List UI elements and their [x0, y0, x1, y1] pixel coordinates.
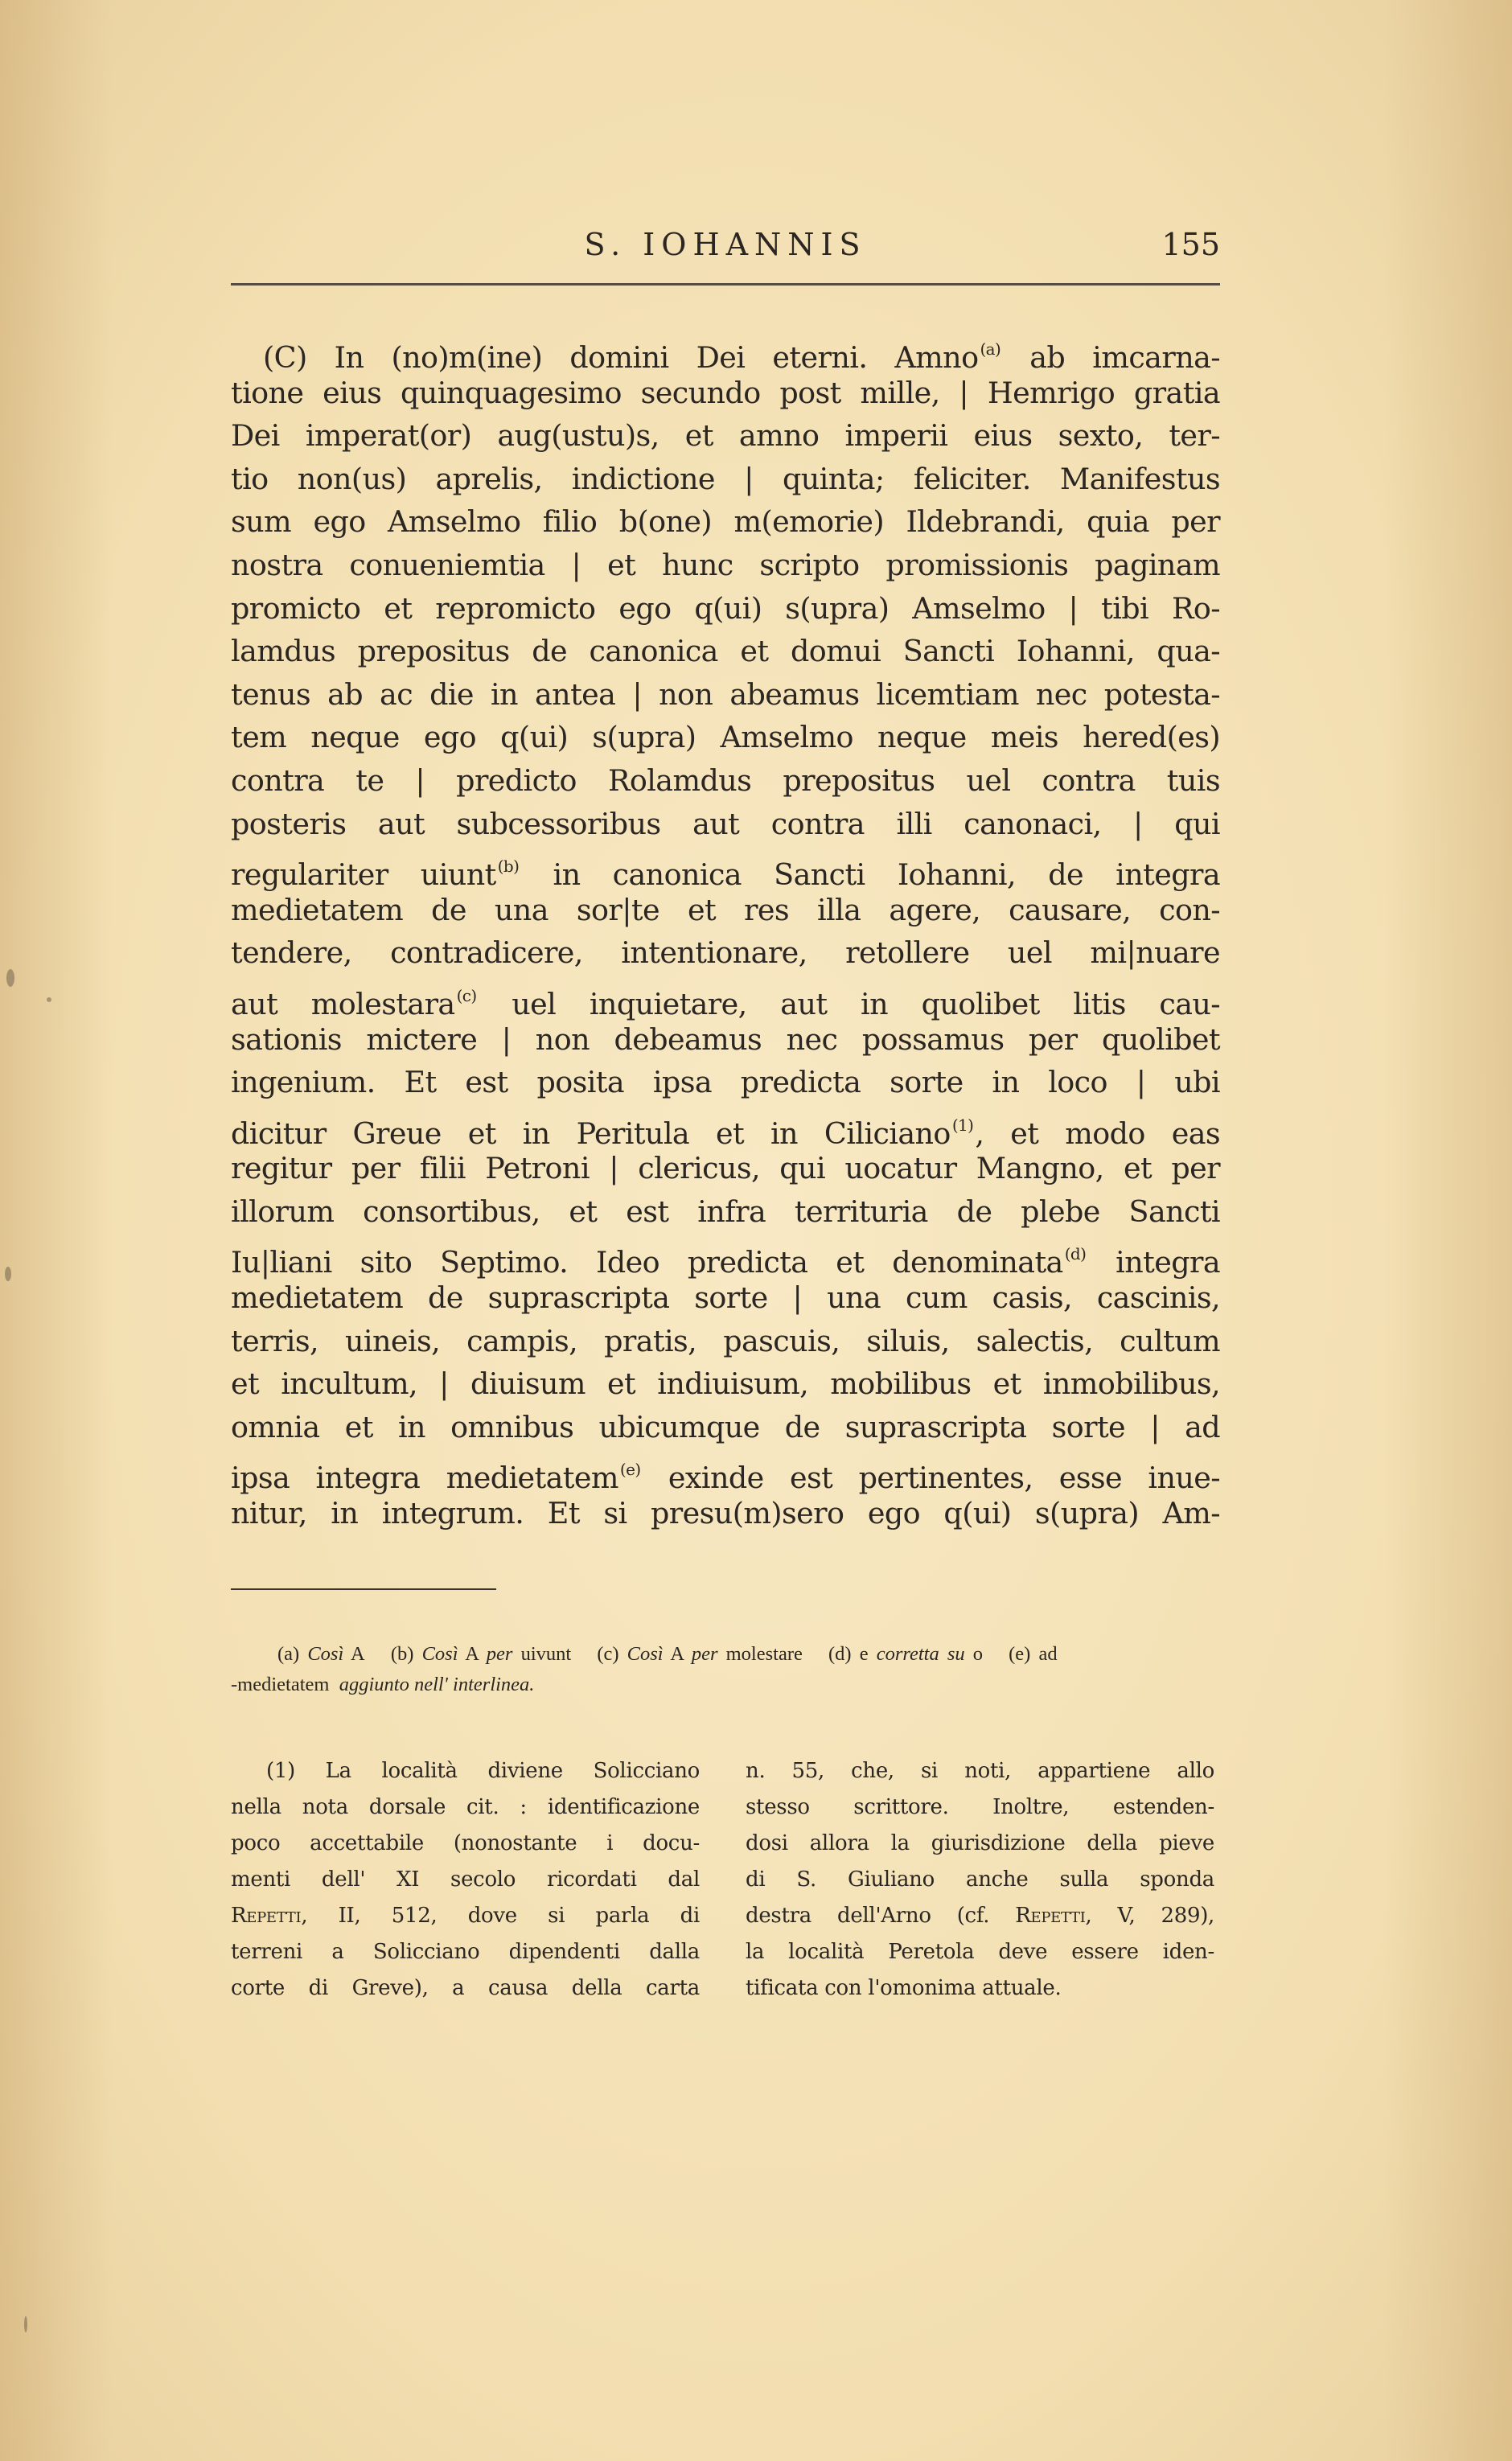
- text-line: tio non(us) aprelis, indictione | quinta; feliciter. Manifestus: [231, 461, 1220, 496]
- text-line: lamdus prepositus de canonica et domui Sancti Iohanni, qua-: [231, 634, 1220, 669]
- text-line: terris, uineis, campis, pratis, pascuis, siluis, salectis, cultum: [231, 1323, 1220, 1358]
- apparatus-note-c: (c) Così A per molestare: [597, 1643, 803, 1665]
- author-smallcaps: Repetti: [1015, 1904, 1086, 1928]
- text-line: medietatem de una sor|te et res illa agere, causare, con-: [231, 892, 1220, 927]
- apparatus-note-a: (a) Così A: [277, 1643, 365, 1665]
- apparatus-note-e: (e) ad: [1009, 1643, 1058, 1665]
- footnote-mark: (b): [497, 857, 520, 877]
- header-rule: [231, 283, 1220, 286]
- text-line: Dei imperat(or) aug(ustu)s, et amno imperii eius sexto, ter-: [231, 418, 1220, 454]
- text-line: aut molestara $^{(c)}$ uel inquietare, aut in quolibet litis cau-: [231, 985, 1220, 1021]
- note-line: poco accettabile (nonostante i docu-: [231, 1831, 700, 1855]
- text-line: regitur per filii Petroni | clericus, qui uocatur Mangno, et per: [231, 1151, 1220, 1186]
- text-line: posteris aut subcessoribus aut contra illi canonaci, | qui: [231, 806, 1220, 841]
- text-line: promicto et repromicto ego q(ui) s(upra) Amselmo | tibi Ro-: [231, 590, 1220, 626]
- text-line: ipsa integra medietatem $^{(e)}$ exinde est pertinentes, esse inue-: [231, 1460, 1220, 1496]
- apparatus-note-d: (d) e corretta su o: [828, 1643, 984, 1665]
- footnote-mark: (a): [980, 339, 1001, 359]
- note-line: (1) La località diviene Solicciano: [266, 1759, 700, 1783]
- note-line: la località Peretola deve essere iden-: [746, 1940, 1214, 1964]
- text-line: omnia et in omnibus ubicumque de suprascripta sorte | ad: [231, 1409, 1220, 1444]
- text-line: nostra conueniemtia | et hunc scripto promissionis paginam: [231, 547, 1220, 582]
- text-line: sationis mictere | non debeamus nec possamus per quolibet: [231, 1021, 1220, 1057]
- paper-speck: [5, 1267, 11, 1281]
- critical-apparatus: [231, 1639, 1220, 1700]
- text-line: regulariter uiunt $^{(b)}$ in canonica Sancti Iohanni, de integra: [231, 857, 1220, 893]
- paper-speck: [24, 2316, 27, 2332]
- text-line: dicitur Greue et in Peritula et in Ciliciano $^{(1)}$, et modo eas: [231, 1115, 1220, 1151]
- text-line: medietatem de suprascripta sorte | una cum casis, cascinis,: [231, 1280, 1220, 1316]
- footnote-mark: (d): [1064, 1244, 1087, 1264]
- footnote-mark: (e): [619, 1460, 641, 1480]
- running-title: S. IOHANNIS: [584, 227, 867, 262]
- charter-text: [231, 328, 1220, 1535]
- text-line: tendere, contradicere, intentionare, retollere uel mi|nuare: [231, 935, 1220, 971]
- apparatus-note-b: (b) Così A per uivunt: [390, 1643, 572, 1665]
- note-line: corte di Greve), a causa della carta: [231, 1976, 700, 2000]
- note-line: di S. Giuliano anche sulla sponda: [746, 1867, 1214, 1892]
- text-line: illorum consortibus, et est infra territuria de plebe Sancti: [231, 1194, 1220, 1229]
- text-line: nitur, in integrum. Et si presu(m)sero ego q(ui) s(upra) Am-: [231, 1496, 1220, 1531]
- text-line: tenus ab ac die in antea | non abeamus licemtiam nec potesta-: [231, 676, 1220, 712]
- apparatus-line-1: [231, 1639, 1220, 1670]
- running-head: [231, 227, 1220, 275]
- note-line: n. 55, che, si noti, appartiene allo: [746, 1759, 1214, 1783]
- note-column-left: [231, 1753, 700, 2007]
- footnote-mark: (1): [951, 1115, 974, 1135]
- note-line: tificata con l'omonima attuale.: [746, 1976, 1062, 2000]
- text-line: contra te | predicto Rolamdus prepositus uel contra tuis: [231, 762, 1220, 798]
- author-smallcaps: Repetti: [231, 1904, 302, 1928]
- note-line: nella nota dorsale cit. : identificazione: [231, 1795, 700, 1819]
- page-number: 155: [1161, 227, 1220, 262]
- note-line: Repetti, II, 512, dove si parla di: [231, 1904, 700, 1928]
- note-column-right: [746, 1753, 1214, 2007]
- text-line: tem neque ego q(ui) s(upra) Amselmo neque meis hered(es): [231, 720, 1220, 755]
- text-line: tione eius quinquagesimo secundo post mille, | Hemrigo gratia: [231, 375, 1220, 410]
- paper-speck: [47, 997, 51, 1002]
- footnote-mark: (c): [456, 985, 477, 1005]
- note-line: stesso scrittore. Inoltre, estenden-: [746, 1795, 1214, 1819]
- note-line: dosi allora la giurisdizione della pieve: [746, 1831, 1214, 1855]
- apparatus-line-2: -medietatem aggiunto nell' interlinea.: [231, 1674, 535, 1695]
- note-line: terreni a Solicciano dipendenti dalla: [231, 1940, 700, 1964]
- apparatus-rule: [231, 1588, 496, 1590]
- text-line: et incultum, | diuisum et indiuisum, mobilibus et inmobilibus,: [231, 1366, 1220, 1402]
- text-line: ingenium. Et est posita ipsa predicta sorte in loco | ubi: [231, 1065, 1220, 1100]
- text-line: sum ego Amselmo filio b(one) m(emorie) Ildebrandi, quia per: [231, 504, 1220, 540]
- note-line: menti dell' XI secolo ricordati dal: [231, 1867, 700, 1892]
- paper-speck: [6, 969, 14, 987]
- text-line: (C) In (no)m(ine) domini Dei eterni. Amno $^{(a)}$ ab imcarna-: [263, 339, 1220, 375]
- text-line: Iu|liani sito Septimo. Ideo predicta et denominata $^{(d)}$ integra: [231, 1244, 1220, 1280]
- note-line: destra dell'Arno (cf. Repetti, V, 289),: [746, 1904, 1214, 1928]
